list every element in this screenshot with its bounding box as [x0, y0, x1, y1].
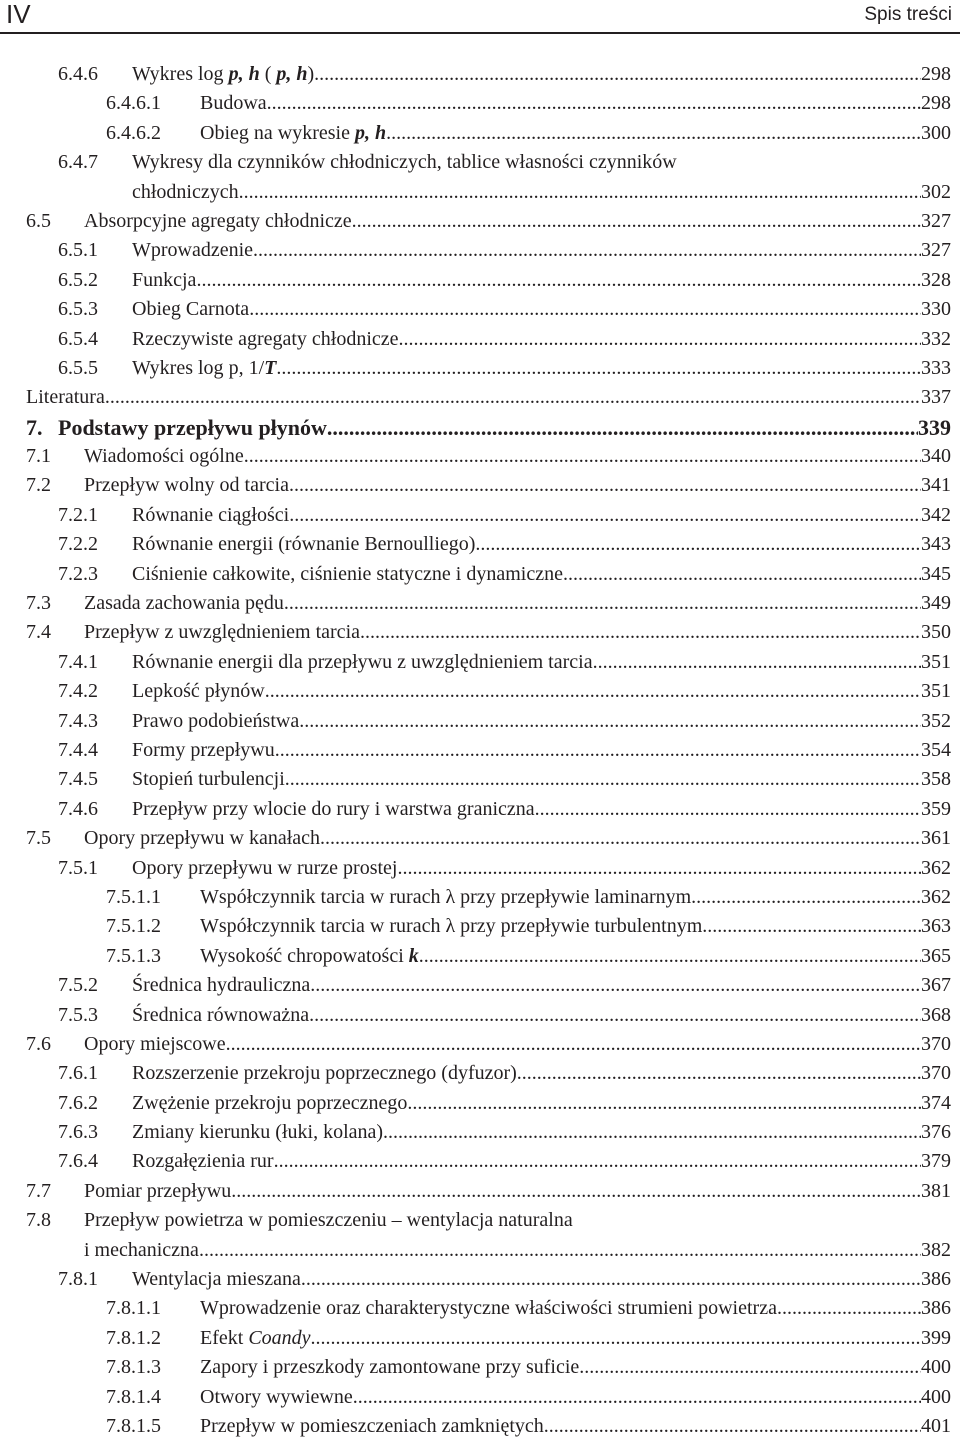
- toc-entry-title: Wysokość chropowatości k: [200, 944, 419, 967]
- page-header: [0, 0, 960, 32]
- toc-entry-page: 327: [921, 239, 951, 262]
- toc-entry-number: 7.5: [26, 827, 51, 850]
- toc-entry-number: 7.6.2: [58, 1091, 98, 1114]
- toc-entry-title: Ciśnienie całkowite, ciśnienie statyczne i dynamiczne: [132, 562, 563, 585]
- header-rule: [0, 32, 960, 34]
- dot-leader: [284, 589, 921, 618]
- toc-entry-title: Budowa: [200, 92, 267, 115]
- toc-entry-page: 379: [921, 1150, 951, 1173]
- toc-entry: [0, 325, 960, 354]
- toc-entry-page: 332: [921, 327, 951, 350]
- toc-entry-page: 400: [921, 1385, 951, 1408]
- toc-entry-title: chłodniczych: [132, 180, 239, 203]
- toc-entry-title: Rozgałęzienia rur: [132, 1150, 274, 1173]
- dot-leader: [276, 354, 921, 383]
- toc-entry-title: Równanie energii dla przepływu z uwzględnieniem tarcia: [132, 650, 593, 673]
- toc-entry: [0, 207, 960, 236]
- toc-entry-page: 365: [921, 944, 951, 967]
- dot-leader: [265, 677, 921, 706]
- toc-entry-title: Lepkość płynów: [132, 680, 265, 703]
- toc-entry-page: 298: [921, 63, 951, 85]
- toc-entry-page: 368: [921, 1003, 951, 1026]
- toc-entry-title: Pomiar przepływu: [84, 1179, 232, 1202]
- table-of-contents: [0, 60, 960, 1441]
- toc-entry: [0, 824, 960, 853]
- dot-leader: [475, 530, 921, 559]
- dot-leader: [517, 1059, 921, 1088]
- toc-entry: [0, 1324, 960, 1353]
- toc-entry: [0, 442, 960, 471]
- toc-entry: [0, 707, 960, 736]
- toc-entry-title: Współczynnik tarcia w rurach λ przy przepływie laminarnym: [200, 885, 692, 908]
- toc-entry-title: Zasada zachowania pędu: [84, 592, 284, 615]
- toc-entry-page: 330: [921, 298, 951, 321]
- dot-leader: [314, 60, 921, 89]
- toc-entry-page: 351: [921, 650, 951, 673]
- toc-entry-number: 6.5.5: [58, 356, 98, 379]
- toc-entry: [0, 589, 960, 618]
- toc-entry-page: 370: [921, 1032, 951, 1055]
- toc-entry-number: 7.5.1.1: [106, 885, 161, 908]
- toc-entry-number: 7.3: [26, 592, 51, 615]
- toc-entry-title: Wentylacja mieszana: [132, 1268, 301, 1291]
- toc-entry: [0, 736, 960, 765]
- toc-entry: [0, 236, 960, 265]
- toc-entry-number: 7.8: [26, 1209, 51, 1232]
- toc-entry-number: 7.4.2: [58, 680, 98, 703]
- toc-entry-number: 7.7: [26, 1179, 51, 1202]
- dot-leader: [397, 854, 921, 883]
- toc-entry-number: 7.6.4: [58, 1150, 98, 1173]
- toc-entry-page: 328: [921, 268, 951, 291]
- dot-leader: [289, 471, 921, 500]
- toc-entry-title: Wprowadzenie oraz charakterystyczne właściwości strumieni powietrza: [200, 1297, 777, 1320]
- toc-entry-number: 7.6: [26, 1032, 51, 1055]
- toc-entry-number: 7.5.1.3: [106, 944, 161, 967]
- toc-entry: [0, 148, 960, 177]
- dot-leader: [301, 1265, 921, 1294]
- toc-entry: [0, 471, 960, 500]
- toc-entry-page: 401: [921, 1414, 951, 1437]
- toc-entry: [0, 618, 960, 647]
- toc-entry-title: Przepływ wolny od tarcia: [84, 474, 289, 497]
- dot-leader: [244, 442, 921, 471]
- toc-entry-number: 6.5.4: [58, 327, 98, 350]
- toc-entry: [0, 942, 960, 971]
- dot-leader: [231, 1177, 921, 1206]
- toc-entry-number: 6.5.1: [58, 239, 98, 262]
- toc-entry-page: 358: [921, 768, 951, 791]
- toc-entry-page: 359: [921, 797, 951, 820]
- dot-leader: [226, 1030, 921, 1059]
- dot-leader: [383, 1118, 921, 1147]
- toc-entry-number: 6.5: [26, 209, 51, 232]
- toc-entry: [0, 1059, 960, 1088]
- dot-leader: [419, 942, 921, 971]
- toc-entry-page: 354: [921, 738, 951, 761]
- toc-entry: [0, 1001, 960, 1030]
- dot-leader: [702, 912, 921, 941]
- toc-entry-title: Otwory wywiewne: [200, 1385, 353, 1408]
- toc-entry-page: 340: [921, 445, 951, 468]
- dot-leader: [407, 1089, 921, 1118]
- toc-entry-number: 7.8.1.2: [106, 1326, 161, 1349]
- toc-entry: [0, 1294, 960, 1323]
- toc-entry: [0, 765, 960, 794]
- dot-leader: [196, 266, 921, 295]
- toc-entry: [0, 1089, 960, 1118]
- running-title: Spis treści: [864, 4, 952, 25]
- toc-entry-number: 6.4.6: [58, 63, 98, 85]
- toc-entry-number: 7.2: [26, 474, 51, 497]
- toc-entry-page: 350: [921, 621, 951, 644]
- toc-entry-page: 343: [921, 533, 951, 556]
- toc-entry-title: Literatura: [26, 386, 105, 409]
- toc-entry-page: 386: [921, 1268, 951, 1291]
- toc-entry-title: Przepływ powietrza w pomieszczeniu – wentylacja naturalna: [84, 1209, 573, 1232]
- toc-entry-page: 352: [921, 709, 951, 732]
- dot-leader: [289, 501, 921, 530]
- toc-entry-page: 362: [921, 856, 951, 879]
- toc-entry-title: Opory przepływu w kanałach: [84, 827, 321, 850]
- toc-entry-number: 6.5.3: [58, 298, 98, 321]
- toc-entry: [0, 1177, 960, 1206]
- dot-leader: [579, 1353, 921, 1382]
- toc-entry-number: 7.6.3: [58, 1121, 98, 1144]
- toc-entry: [0, 501, 960, 530]
- toc-entry-title: Zwężenie przekroju poprzecznego: [132, 1091, 408, 1114]
- toc-entry: [0, 383, 960, 412]
- toc-entry-number: 7.8.1.1: [106, 1297, 161, 1320]
- toc-entry-title: Wykres log p, 1/T: [132, 356, 277, 379]
- toc-entry-title: Przepływ przy wlocie do rury i warstwa graniczna: [132, 797, 535, 820]
- toc-entry-title: Wykresy dla czynników chłodniczych, tablice własności czynników: [132, 151, 677, 174]
- toc-entry: [0, 1030, 960, 1059]
- toc-entry-title: Zmiany kierunku (łuki, kolana): [132, 1121, 384, 1144]
- dot-leader: [535, 795, 921, 824]
- toc-entry-page: 341: [921, 474, 951, 497]
- toc-entry-title: Przepływ z uwzględnieniem tarcia: [84, 621, 360, 644]
- toc-entry: [0, 560, 960, 589]
- dot-leader: [399, 325, 921, 354]
- toc-entry-page: 342: [921, 503, 951, 526]
- toc-entry-number: 6.4.6.1: [106, 92, 161, 115]
- toc-entry: [0, 1412, 960, 1441]
- dot-leader: [267, 89, 921, 118]
- toc-entry-page: 339: [918, 414, 951, 440]
- dot-leader: [274, 1147, 921, 1176]
- toc-entry-title: Opory miejscowe: [84, 1032, 226, 1055]
- dot-leader: [360, 618, 921, 647]
- toc-entry-page: 370: [921, 1062, 951, 1085]
- toc-entry: [0, 354, 960, 383]
- toc-entry-title: Wprowadzenie: [132, 239, 254, 262]
- toc-entry-page: 337: [921, 386, 951, 409]
- dot-leader: [311, 1324, 921, 1353]
- dot-leader: [327, 413, 918, 442]
- toc-entry-number: 7.2.3: [58, 562, 98, 585]
- toc-entry: [0, 648, 960, 677]
- toc-entry-number: 6.4.6.2: [106, 121, 161, 144]
- toc-entry-title: Obieg Carnota: [132, 298, 250, 321]
- dot-leader: [320, 824, 921, 853]
- toc-entry-page: 376: [921, 1121, 951, 1144]
- toc-entry-number: 7.5.1: [58, 856, 98, 879]
- toc-entry-number: 7.6.1: [58, 1062, 98, 1085]
- toc-entry: [0, 971, 960, 1000]
- dot-leader: [593, 648, 921, 677]
- toc-entry-number: 7.4: [26, 621, 51, 644]
- toc-entry-page: 298: [921, 92, 951, 115]
- toc-entry-number: 7.8.1.5: [106, 1414, 161, 1437]
- dot-leader: [544, 1412, 921, 1441]
- dot-leader: [563, 560, 921, 589]
- dot-leader: [777, 1294, 921, 1323]
- toc-entry: [0, 530, 960, 559]
- toc-entry-page: 361: [921, 827, 951, 850]
- toc-entry: [0, 1383, 960, 1412]
- toc-entry-page: 351: [921, 680, 951, 703]
- toc-entry-number: 7.8.1.3: [106, 1356, 161, 1379]
- toc-entry-number: 6.5.2: [58, 268, 98, 291]
- toc-entry-page: 400: [921, 1356, 951, 1379]
- toc-entry-page: 302: [921, 180, 951, 203]
- toc-entry-page: 382: [921, 1238, 951, 1261]
- toc-entry: [0, 119, 960, 148]
- toc-entry: [0, 1147, 960, 1176]
- toc-entry-page: 381: [921, 1179, 951, 1202]
- toc-entry: [0, 89, 960, 118]
- toc-entry-number: 7.5.1.2: [106, 915, 161, 938]
- toc-entry-title: Przepływ w pomieszczeniach zamkniętych: [200, 1414, 544, 1437]
- toc-entry-title: Obieg na wykresie p, h: [200, 121, 387, 144]
- toc-entry-number: 7.4.5: [58, 768, 98, 791]
- toc-entry: [0, 178, 960, 207]
- toc-entry-title: Wiadomości ogólne: [84, 445, 244, 468]
- toc-entry: [0, 1118, 960, 1147]
- toc-entry-title: Stopień turbulencji: [132, 768, 285, 791]
- toc-entry-title: Funkcja: [132, 268, 197, 291]
- toc-entry: [0, 912, 960, 941]
- toc-entry: [0, 795, 960, 824]
- toc-entry-title: Rozszerzenie przekroju poprzecznego (dyfuzor): [132, 1062, 517, 1085]
- dot-leader: [299, 707, 921, 736]
- toc-entry-number: 6.4.7: [58, 151, 98, 174]
- toc-entry-page: 327: [921, 209, 951, 232]
- toc-entry: [0, 1265, 960, 1294]
- toc-entry-number: 7.8.1: [58, 1268, 98, 1291]
- toc-entry-title: Rzeczywiste agregaty chłodnicze: [132, 327, 399, 350]
- toc-entry-number: 7.8.1.4: [106, 1385, 161, 1408]
- toc-entry: [0, 295, 960, 324]
- toc-entry: [0, 413, 960, 442]
- toc-entry-page: 363: [921, 915, 951, 938]
- dot-leader: [310, 971, 921, 1000]
- dot-leader: [199, 1236, 921, 1265]
- toc-entry: [0, 677, 960, 706]
- toc-entry-page: 349: [921, 592, 951, 615]
- toc-entry-title: Równanie energii (równanie Bernoulliego): [132, 533, 476, 556]
- dot-leader: [275, 736, 921, 765]
- dot-leader: [353, 1383, 921, 1412]
- toc-entry-title: Absorpcyjne agregaty chłodnicze: [84, 209, 352, 232]
- dot-leader: [386, 119, 921, 148]
- toc-entry-page: 333: [921, 356, 951, 379]
- toc-entry-number: 7.4.1: [58, 650, 98, 673]
- toc-entry: [0, 266, 960, 295]
- toc-entry-title: Podstawy przepływu płynów: [58, 414, 327, 440]
- toc-entry-page: 362: [921, 885, 951, 908]
- toc-entry: [0, 60, 960, 89]
- dot-leader: [239, 178, 921, 207]
- toc-entry-title: Zapory i przeszkody zamontowane przy suficie: [200, 1356, 580, 1379]
- dot-leader: [309, 1001, 921, 1030]
- toc-entry-title: i mechaniczna: [84, 1238, 199, 1261]
- toc-entry-number: 7.2.2: [58, 533, 98, 556]
- toc-entry-title: Współczynnik tarcia w rurach λ przy przepływie turbulentnym: [200, 915, 703, 938]
- dot-leader: [691, 883, 921, 912]
- dot-leader: [249, 295, 921, 324]
- toc-entry-page: 374: [921, 1091, 951, 1114]
- toc-entry: [0, 854, 960, 883]
- toc-entry-title: Wykres log p, h ( p, h): [132, 63, 315, 85]
- toc-entry-number: 7.4.4: [58, 738, 98, 761]
- toc-entry-title: Średnica hydrauliczna: [132, 974, 311, 997]
- toc-entry-page: 367: [921, 974, 951, 997]
- toc-entry-number: 7.: [26, 414, 43, 440]
- toc-entry-page: 386: [921, 1297, 951, 1320]
- toc-entry-page: 300: [921, 121, 951, 144]
- toc-entry-page: 399: [921, 1326, 951, 1349]
- toc-entry-title: Opory przepływu w rurze prostej: [132, 856, 398, 879]
- toc-entry-title: Średnica równoważna: [132, 1003, 310, 1026]
- dot-leader: [285, 765, 921, 794]
- toc-entry-title: Efekt Coandy: [200, 1326, 311, 1349]
- toc-entry-number: 7.4.3: [58, 709, 98, 732]
- toc-entry-number: 7.5.3: [58, 1003, 98, 1026]
- toc-entry-page: 345: [921, 562, 951, 585]
- toc-entry-number: 7.1: [26, 445, 51, 468]
- toc-entry: [0, 1236, 960, 1265]
- toc-entry-number: 7.2.1: [58, 503, 98, 526]
- toc-entry-number: 7.4.6: [58, 797, 98, 820]
- toc-entry: [0, 883, 960, 912]
- page-number-roman: IV: [6, 0, 31, 29]
- dot-leader: [253, 236, 921, 265]
- toc-entry-title: Formy przepływu: [132, 738, 275, 761]
- toc-entry-number: 7.5.2: [58, 974, 98, 997]
- dot-leader: [105, 383, 921, 412]
- toc-entry-title: Prawo podobieństwa: [132, 709, 300, 732]
- dot-leader: [352, 207, 921, 236]
- toc-entry-title: Równanie ciągłości: [132, 503, 290, 526]
- toc-entry: [0, 1353, 960, 1382]
- toc-entry: [0, 1206, 960, 1235]
